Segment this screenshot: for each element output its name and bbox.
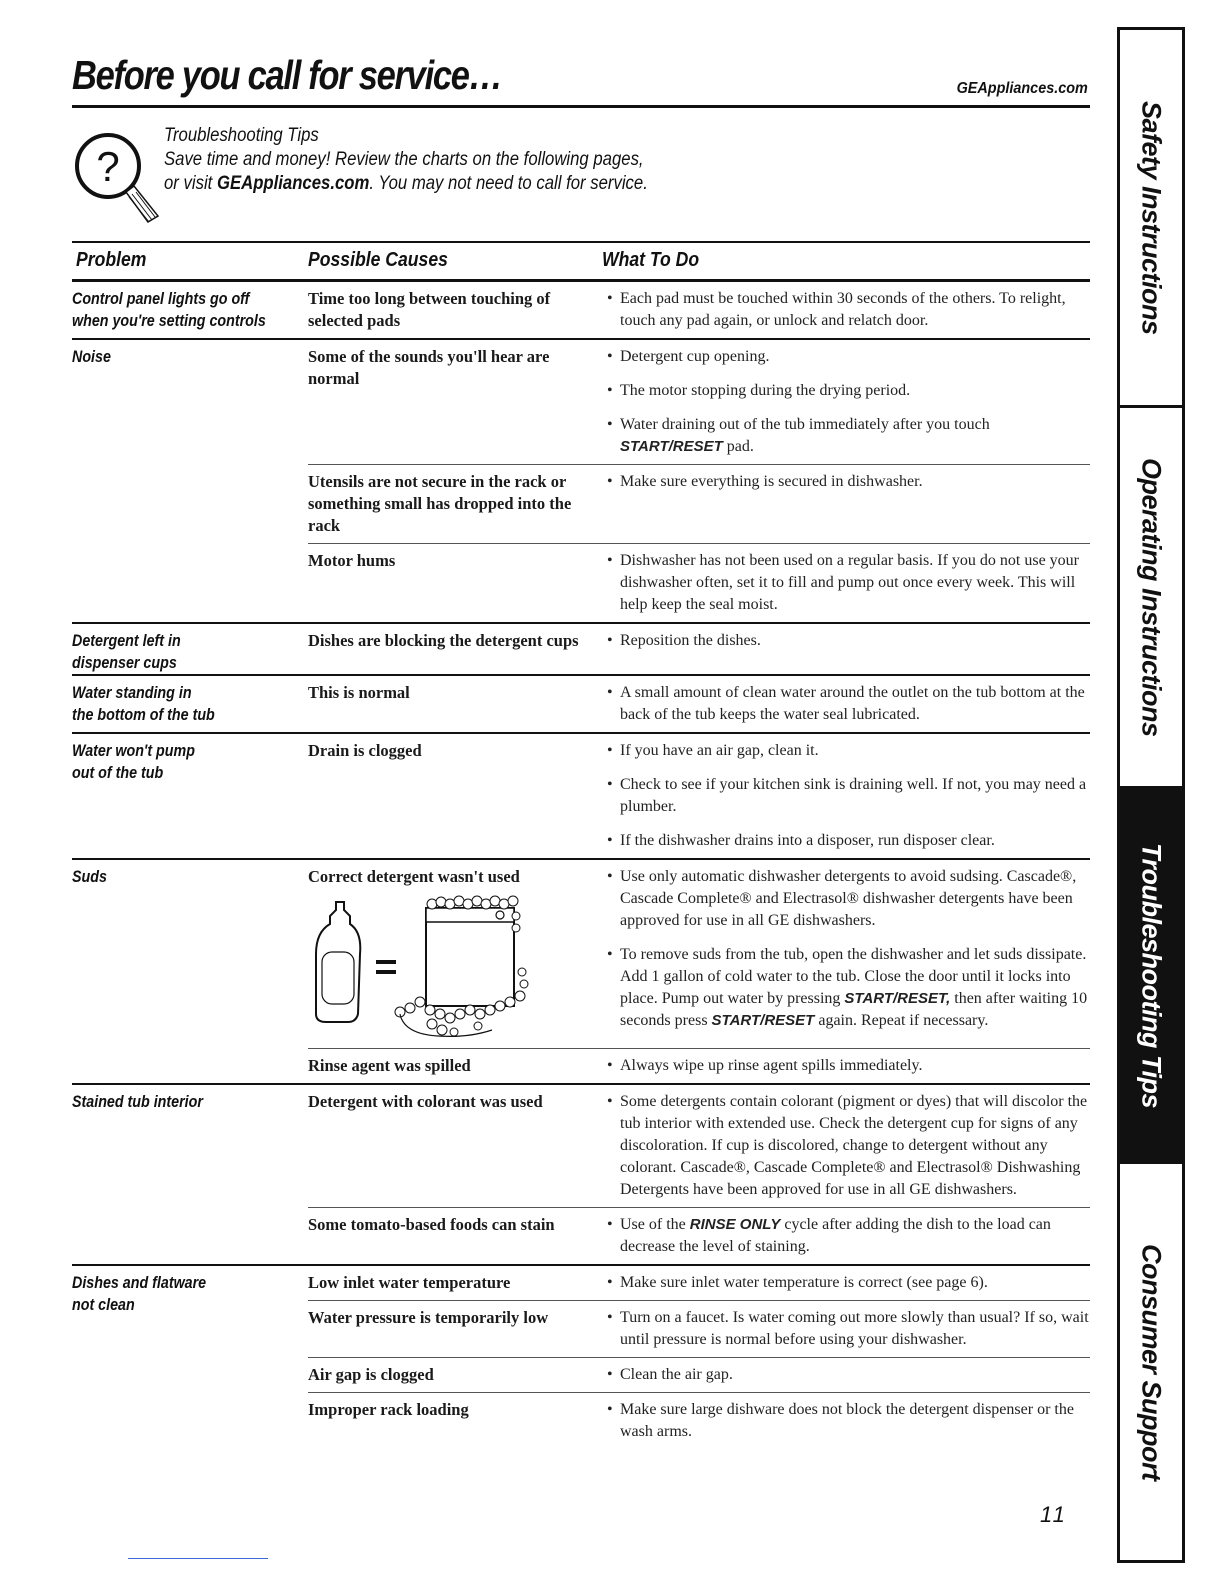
problem-line: Suds [72, 867, 107, 886]
todo-item [602, 944, 1090, 1032]
tab-label: Troubleshooting Tips [1136, 842, 1167, 1108]
cause-text: Utensils are not secure in the rack or something small has dropped into the rack [308, 472, 572, 535]
todo-item: • Turn on a faucet. Is water coming out more slowly than usual? If so, wait until pressure is normal before using your dishwasher. [602, 1307, 1090, 1351]
table-header [72, 241, 1090, 282]
cause-text: Drain is clogged [308, 741, 422, 760]
troubleshooting-intro [164, 124, 648, 196]
todo-item: • Make sure inlet water temperature is correct (see page 6). [602, 1272, 1090, 1294]
problem-label [72, 340, 308, 622]
tab-label: Safety Instructions [1136, 100, 1167, 335]
cause-text: Water pressure is temporarily low [308, 1308, 549, 1327]
cause-cell [308, 860, 602, 1048]
problem-group-detergent-left [72, 624, 1090, 676]
problem-line: Control panel lights go off [72, 289, 250, 308]
todo-item: • Make sure large dishware does not block the detergent dispenser or the wash arms. [602, 1399, 1090, 1443]
tab-troubleshooting-tips[interactable] [1120, 786, 1182, 1164]
todo-item: • Check to see if your kitchen sink is draining well. If not, you may need a plumber. [602, 774, 1090, 818]
intro-line-2 [164, 172, 648, 196]
todo-item: • Reposition the dishes. [602, 630, 1090, 652]
intro-heading: Troubleshooting Tips [164, 125, 319, 146]
problem-group-noise [72, 340, 1090, 624]
todo-list [602, 676, 1090, 732]
problem-label [72, 1085, 308, 1264]
problem-line: not clean [72, 1295, 135, 1314]
todo-list [602, 544, 1090, 622]
column-header-todo: What To Do [602, 249, 700, 271]
troubleshooting-table [72, 241, 1090, 1449]
tab-consumer-support[interactable] [1120, 1164, 1182, 1560]
cause-row [308, 1266, 1090, 1300]
problem-line: Dishes and flatware [72, 1273, 207, 1292]
problem-group-stained-tub [72, 1085, 1090, 1266]
problem-line: the bottom of the tub [72, 705, 215, 724]
question-magnifier-icon [74, 130, 164, 230]
problem-line: Water won't pump [72, 741, 195, 760]
problem-group-water-standing [72, 676, 1090, 734]
cause-row [308, 340, 1090, 464]
cause-row [308, 543, 1090, 622]
cause-row [308, 1085, 1090, 1207]
todo-list [602, 1358, 1090, 1392]
todo-list [602, 1049, 1090, 1083]
intro-line-2-prefix: or visit [164, 173, 217, 194]
todo-list [602, 282, 1090, 338]
todo-item: • Use only automatic dishwasher detergents to avoid sudsing. Cascade®, Cascade Complete® and Electrasol® dishwasher detergents have been approved for use in all GE dishwashers. [602, 866, 1090, 932]
tab-label: Operating Instructions [1136, 457, 1167, 737]
todo-list [602, 734, 1090, 858]
cause-row [308, 860, 1090, 1048]
problem-line: Water standing in [72, 683, 192, 702]
cause-text: Some of the sounds you'll hear are normal [308, 347, 550, 388]
problem-group-control-panel [72, 282, 1090, 340]
todo-item: • Each pad must be touched within 30 seconds of the others. To relight, touch any pad again, or unlock and relatch door. [602, 288, 1090, 332]
problem-group-water-wont-pump [72, 734, 1090, 860]
problem-label [72, 624, 308, 674]
cause-row [308, 464, 1090, 543]
problem-label [72, 282, 308, 338]
todo-list [602, 624, 1090, 658]
cause-text: Dishes are blocking the detergent cups [308, 631, 579, 650]
cause-text: This is normal [308, 683, 410, 702]
todo-list [602, 465, 1090, 543]
start-reset-label: START/RESET, [844, 990, 951, 1007]
problem-group-dishes-not-clean [72, 1266, 1090, 1449]
problem-line: Noise [72, 347, 111, 366]
todo-item: • Make sure everything is secured in dishwasher. [602, 471, 1090, 493]
todo-item [602, 1214, 1090, 1258]
cause-row [308, 1048, 1090, 1083]
problem-label [72, 734, 308, 858]
cause-text: Motor hums [308, 551, 396, 570]
todo-text: Water draining out of the tub immediately after you touch [620, 416, 990, 433]
todo-item [602, 414, 1090, 458]
cause-row [308, 1357, 1090, 1392]
problem-label [72, 1266, 308, 1449]
todo-item: • Dishwasher has not been used on a regular basis. If you do not use your dishwasher often, set it to fill and pump out once every week. This will help keep the seal moist. [602, 550, 1090, 616]
cause-row [308, 624, 1090, 658]
section-tabs [1117, 27, 1185, 1563]
todo-text: Use of the [620, 1216, 690, 1233]
todo-text: cycle after adding the dish to the load can decrease the level of staining. [620, 1216, 1051, 1255]
todo-item: • Always wipe up rinse agent spills immediately. [602, 1055, 1090, 1077]
todo-list [602, 1085, 1090, 1207]
tab-label: Consumer Support [1136, 1243, 1167, 1481]
intro-line-2-suffix: . You may not need to call for service. [369, 173, 648, 194]
problem-line: out of the tub [72, 763, 164, 782]
cause-text: Time too long between touching of selected pads [308, 289, 551, 330]
problem-line: when you're setting controls [72, 311, 266, 330]
cause-row [308, 282, 1090, 338]
cause-row [308, 1392, 1090, 1449]
todo-list [602, 1208, 1090, 1264]
page-title: Before you call for service… [72, 52, 502, 98]
cause-text: Rinse agent was spilled [308, 1056, 471, 1075]
todo-text: pad. [722, 438, 754, 455]
cause-row [308, 1300, 1090, 1357]
page-number: 11 [1040, 1502, 1067, 1527]
footer-rule [128, 1558, 268, 1559]
todo-item: • The motor stopping during the drying period. [602, 380, 1090, 402]
cause-text: Some tomato-based foods can stain [308, 1215, 555, 1234]
title-rule [72, 105, 1090, 108]
problem-line: dispenser cups [72, 653, 177, 672]
todo-item: • Some detergents contain colorant (pigment or dyes) that will discolor the tub interior with extended use. Check the detergent cup for signs of any discoloration. If cup is discolored, change to detergent without any colorant. Cascade®, Cascade Complete® and Electrasol® Dishwashing Detergents have been approved for use in all GE dishwashers. [602, 1091, 1090, 1201]
todo-item: • If the dishwasher drains into a disposer, run disposer clear. [602, 830, 1090, 852]
cause-text: Improper rack loading [308, 1400, 469, 1419]
todo-text: To remove suds from the tub, open the dishwasher and let suds dissipate. Add 1 gallon of cold water to the tub. Close the door until it locks into place. Pump out water by pressing [620, 946, 1087, 1007]
cause-text: Low inlet water temperature [308, 1273, 511, 1292]
problem-line: Stained tub interior [72, 1092, 203, 1111]
problem-line: Detergent left in [72, 631, 181, 650]
svg-text:?: ? [96, 143, 120, 190]
column-header-causes: Possible Causes [308, 249, 448, 271]
tab-operating-instructions[interactable] [1120, 408, 1182, 786]
start-reset-label: START/RESET [711, 1012, 815, 1029]
start-reset-label: START/RESET [620, 438, 723, 455]
todo-item: • Detergent cup opening. [602, 346, 1090, 368]
cause-text: Detergent with colorant was used [308, 1092, 543, 1111]
suds-overflow-illustration [308, 892, 538, 1042]
cause-row [308, 676, 1090, 732]
todo-item: • A small amount of clean water around the outlet on the tub bottom at the back of the tub keeps the water seal lubricated. [602, 682, 1090, 726]
column-header-problem: Problem [76, 249, 147, 271]
intro-site-link[interactable]: GEAppliances.com [216, 173, 370, 194]
problem-label [72, 676, 308, 732]
todo-text: again. Repeat if necessary. [814, 1012, 989, 1029]
todo-item: • If you have an air gap, clean it. [602, 740, 1090, 762]
cause-row [308, 734, 1090, 858]
problem-label [72, 860, 308, 1083]
cause-text: Correct detergent wasn't used [308, 867, 520, 886]
problem-group-suds [72, 860, 1090, 1085]
tab-safety-instructions[interactable] [1120, 30, 1182, 405]
todo-list [602, 860, 1090, 1048]
todo-text: then after waiting 10 seconds press [620, 990, 1088, 1029]
rinse-only-label: RINSE ONLY [689, 1216, 781, 1233]
cause-text: Air gap is clogged [308, 1365, 434, 1384]
todo-list [602, 340, 1090, 464]
todo-list [602, 1266, 1090, 1300]
todo-list [602, 1393, 1090, 1449]
todo-item: • Clean the air gap. [602, 1364, 1090, 1386]
todo-list [602, 1301, 1090, 1357]
cause-row [308, 1207, 1090, 1264]
intro-line-1: Save time and money! Review the charts on the following pages, [164, 149, 644, 170]
website-link[interactable]: GEAppliances.com [956, 80, 1088, 97]
